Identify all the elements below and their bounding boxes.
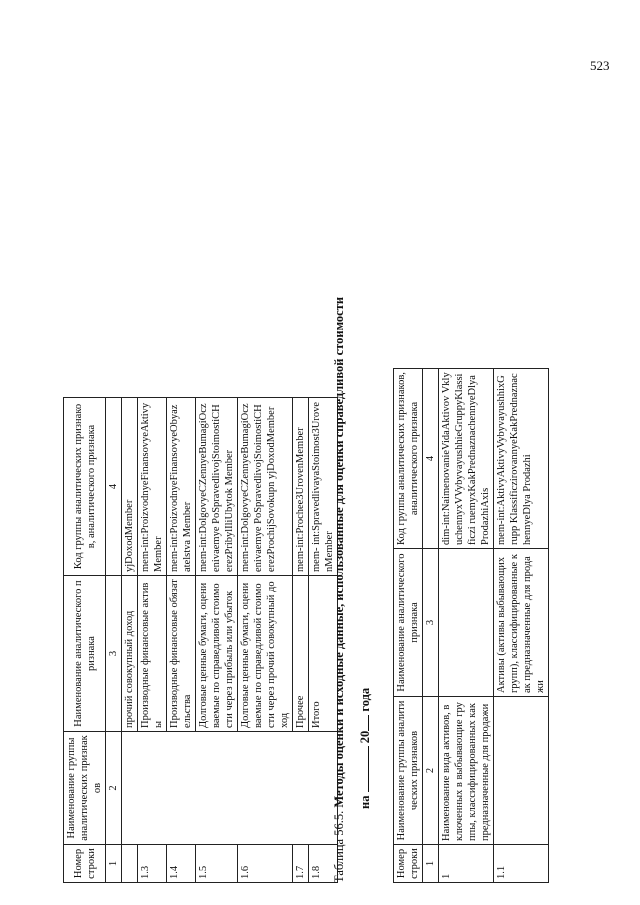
date-blank <box>358 746 369 792</box>
column-number-row <box>106 398 122 883</box>
column-number: 4 <box>423 369 439 549</box>
attribute-name: прочий совокупный доход <box>122 576 138 732</box>
table-row <box>439 369 494 883</box>
row-number: 1.7 <box>293 845 309 883</box>
year-blank <box>358 715 369 731</box>
year-word: года <box>358 687 372 712</box>
attribute-code: mem-int:ProizvodnyeFinansovyeAktivyMember <box>138 398 167 576</box>
column-number: 4 <box>106 398 122 576</box>
header-cell: Код группы аналитических признаков, аналитического признака <box>394 369 423 549</box>
year-value: 20 <box>358 730 372 744</box>
row-number: 1.8 <box>309 845 338 883</box>
date-prefix: на <box>358 795 372 809</box>
table-fair-value-level3 <box>63 397 338 883</box>
column-number: 3 <box>423 549 439 697</box>
attribute-code: mem-int:ProizvodnyeFinansovyeObyazatelstva Member <box>167 398 196 576</box>
attribute-name <box>439 549 494 697</box>
attribute-name: Производные финансовые обязательства <box>167 576 196 732</box>
attribute-code: mem-int:DolgovyeCZennyeBumagiOczenivaemye PoSpravedlivojStoimostiCHerezPribylIliUbytok Member <box>196 398 238 576</box>
attribute-code: mem-int:DolgovyeCZennyeBumagiOczenivaemye PoSpravedlivojStoimostiCHerezProchijSovokupn yjDoxodMember <box>238 398 293 576</box>
attribute-code: mem-int:Prochee3UrovenMember <box>293 398 309 576</box>
attribute-name: Активы (активы выбывающих групп), классифицированные как предназначенные для продажи <box>494 549 549 697</box>
table-title <box>332 297 347 883</box>
header-cell: Код группы аналитических признаков, аналитического признака <box>64 398 106 576</box>
table-label: Таблица 56.5. <box>332 810 346 883</box>
column-number: 3 <box>106 576 122 732</box>
column-number-row <box>423 369 439 883</box>
column-number: 1 <box>423 845 439 883</box>
attribute-code: yjDoxodMember <box>122 398 138 576</box>
column-number: 2 <box>423 697 439 845</box>
attribute-name: Прочее <box>293 576 309 732</box>
row-number: 1.4 <box>167 845 196 883</box>
group-name <box>494 697 549 845</box>
table-row <box>494 369 549 883</box>
row-number: 1.6 <box>238 845 293 883</box>
attribute-code: dim-int:NaimenovanieVidaAktivov VklyuchennyxVVybyvayushhieGruppyKlassificzi ruemyxKakPrednaznachennyeDlyaProdazhiAxis <box>439 369 494 549</box>
table-header-row <box>64 398 106 883</box>
header-cell: Наименование группы аналитических признаков <box>394 697 423 845</box>
row-number: 1.5 <box>196 845 238 883</box>
header-cell: Номер строки <box>64 845 106 883</box>
table-row <box>122 398 138 883</box>
row-number: 1 <box>439 845 494 883</box>
header-cell: Номер строки <box>394 845 423 883</box>
column-number: 2 <box>106 732 122 845</box>
header-cell: Наименование группы аналитических признаков <box>64 732 106 845</box>
reporting-date-line <box>358 688 373 809</box>
attribute-code: mem- int:SpravedlivayaStoimost3UrovenMember <box>309 398 338 576</box>
attribute-name: Итого <box>309 576 338 732</box>
row-number: 1.3 <box>138 845 167 883</box>
table-header-row <box>394 369 423 883</box>
group-name-cell <box>122 732 338 845</box>
table-title-text: Методы оценки и исходные данные, использованные для оценки справедливой стоимости <box>332 296 346 808</box>
attribute-name: Производные финансовые активы <box>138 576 167 732</box>
table-valuation-methods <box>393 368 549 883</box>
column-number: 1 <box>106 845 122 883</box>
row-number <box>122 845 138 883</box>
header-cell: Наименование аналитического признака <box>394 549 423 697</box>
attribute-name: Долговые ценные бумаги, оцениваемые по справедливой стоимости через прочий совокупный доход <box>238 576 293 732</box>
attribute-name: Долговые ценные бумаги, оцениваемые по справедливой стоимости через прибыль или убыток <box>196 576 238 732</box>
group-name: Наименование вида активов, включенных в выбывающие группы, классифицированных как предназначенные для продажи <box>439 697 494 845</box>
page-number: 523 <box>590 58 610 73</box>
row-number: 1.1 <box>494 845 549 883</box>
attribute-code: mem-int:AktivyAktivyVybyvayushhixGrupp KlassificzirovannyeKakPrednaznachennyeDlya Prodazhi <box>494 369 549 549</box>
header-cell: Наименование аналитического признака <box>64 576 106 732</box>
